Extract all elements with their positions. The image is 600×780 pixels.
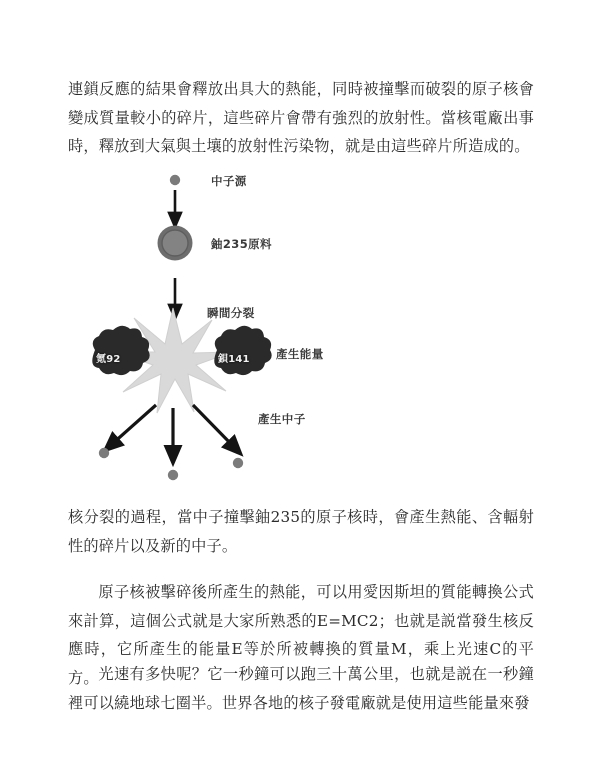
- fragment-label-barium-141: 鋇141: [218, 354, 250, 365]
- neutron-source-dot: [170, 175, 180, 185]
- nuclear-fission-figure: [60, 160, 400, 485]
- figure-label-neutron-source: 中子源: [211, 174, 247, 188]
- arrow-neutron-right: [193, 405, 235, 448]
- paragraph-speed-of-light: 光速有多快呢？它一秒鐘可以跑三十萬公里，也就是説在一秒鐘裡可以繞地球七圈半。世界各地的核子發電廠就是使用這些能量來發: [68, 665, 534, 712]
- uranium-235-pellet: [158, 226, 193, 261]
- emitted-neutron-center: [168, 470, 178, 480]
- paragraph-mass-energy-formula: 原子核被擊碎後所產生的熱能，可以用愛因斯坦的質能轉換公式來計算，這個公式就是大家所熟悉的E=MC2；也就是説當發生核反應時，它所產生的能量E等於所被轉換的質量M，乘上光速C的平方。: [68, 583, 534, 687]
- figure-label-uranium-fuel: 鈾235原料: [211, 237, 272, 251]
- fission-diagram-svg: [60, 160, 400, 485]
- emitted-neutron-right: [233, 458, 243, 468]
- fragment-label-krypton-92: 氪92: [96, 354, 121, 365]
- figure-label-neutron-output: 產生中子: [258, 412, 306, 426]
- emitted-neutron-left: [99, 448, 109, 458]
- figure-label-energy-output: 產生能量: [276, 347, 324, 361]
- paragraph-figure-caption: 核分裂的過程，當中子撞擊鈾235的原子核時，會產生熱能、含輻射性的碎片以及新的中子。: [68, 508, 534, 555]
- arrow-neutron-left: [111, 405, 156, 445]
- paragraph-intro: 連鎖反應的結果會釋放出具大的熱能，同時被撞擊而破裂的原子核會變成質量較小的碎片，這些碎片會帶有強烈的放射性。當核電廠出事時，釋放到大氣與土壤的放射性污染物，就是由這些碎片所造成的。: [68, 80, 534, 156]
- figure-label-instant-fission: 瞬間分裂: [207, 306, 255, 320]
